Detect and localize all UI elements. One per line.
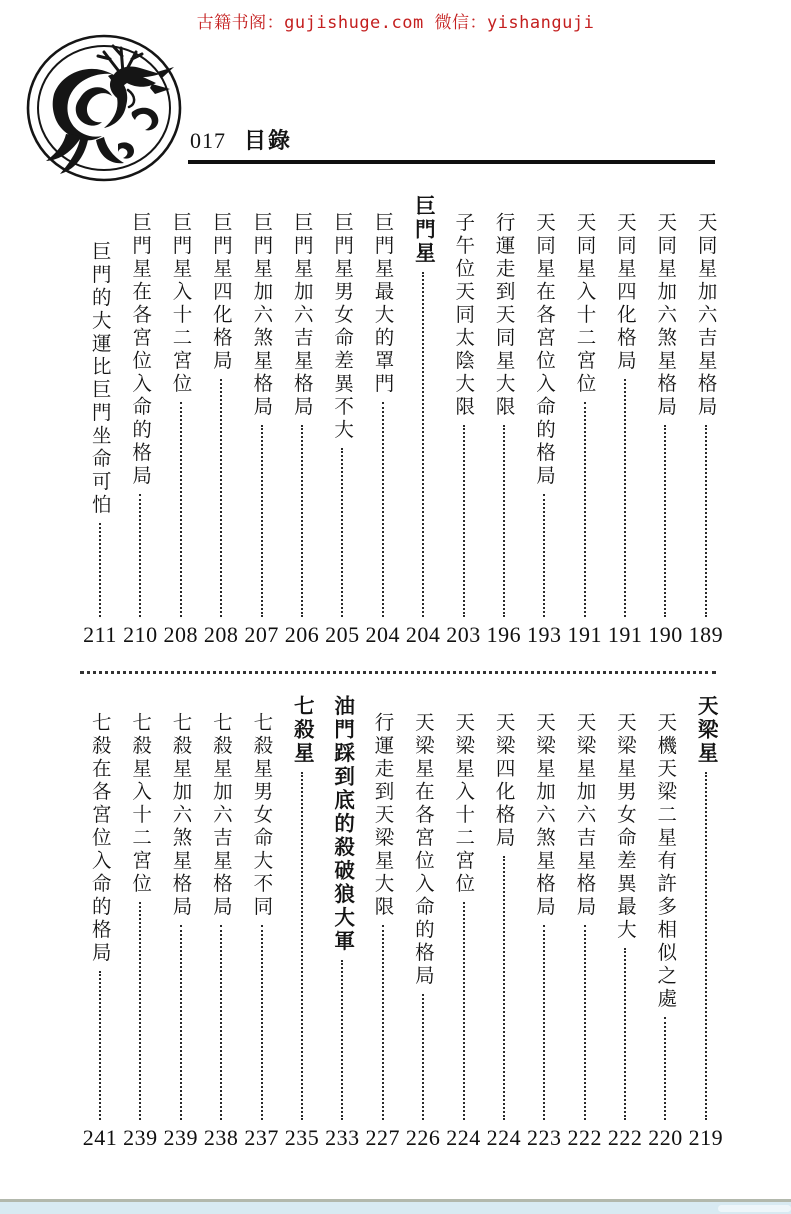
toc-entry-title: 天梁星加六煞星格局 — [533, 712, 557, 919]
toc-entry — [444, 195, 484, 648]
dotted-leader — [180, 402, 182, 617]
toc-entry — [201, 695, 241, 1152]
toc-entry — [565, 695, 605, 1152]
dotted-leader — [543, 925, 545, 1120]
toc-entry-title: 七殺在各宮位入命的格局 — [88, 712, 112, 965]
dotted-leader — [261, 425, 263, 617]
toc-entry-page: 220 — [648, 1125, 683, 1150]
dotted-leader — [503, 425, 505, 617]
dotted-leader — [543, 494, 545, 617]
toc-section-tiantong-jumen — [80, 195, 726, 648]
toc-entry-column — [686, 195, 726, 620]
dotted-leader — [341, 448, 343, 617]
dotted-leader — [463, 425, 465, 617]
page-header — [190, 124, 292, 155]
toc-entry — [686, 695, 726, 1152]
toc-entry-page: 206 — [284, 622, 320, 647]
toc-entry — [242, 695, 282, 1152]
toc-entry-title: 七殺星男女命大不同 — [250, 712, 274, 919]
dotted-leader — [301, 772, 303, 1121]
toc-entry-page: 207 — [244, 622, 279, 647]
toc-entry-title: 行運走到天同星大限 — [492, 212, 516, 419]
toc-entry — [161, 195, 201, 648]
toc-entry-page: 205 — [325, 622, 360, 647]
toc-entry-page: 204 — [365, 622, 400, 647]
toc-entry-title: 七殺星 — [290, 695, 315, 766]
toc-entry-page: 219 — [688, 1125, 724, 1150]
toc-entry-title: 七殺星加六煞星格局 — [169, 712, 193, 919]
toc-entry-column — [363, 695, 403, 1123]
dragon-seal-logo — [24, 32, 184, 184]
toc-entry-column — [161, 695, 201, 1123]
toc-entry-page: 193 — [527, 622, 562, 647]
header-rule — [188, 160, 715, 164]
toc-entry-column — [80, 695, 120, 1123]
toc-entry-title: 行運走到天梁星大限 — [371, 712, 395, 919]
dotted-leader — [624, 379, 626, 617]
dotted-leader — [180, 925, 182, 1120]
dotted-leader — [261, 925, 263, 1120]
toc-entry — [686, 195, 726, 648]
dotted-leader — [139, 494, 141, 617]
toc-entry-page: 226 — [405, 1125, 441, 1150]
toc-entry-title: 天同星加六吉星格局 — [694, 212, 718, 419]
toc-entry-column — [322, 695, 362, 1123]
dotted-leader — [422, 272, 424, 618]
toc-entry-title: 巨門星最大的罩門 — [371, 212, 395, 396]
dotted-leader — [382, 402, 384, 617]
toc-entry-column — [605, 695, 645, 1123]
toc-entry — [363, 695, 403, 1152]
toc-entry-page: 227 — [365, 1125, 400, 1150]
toc-entry — [403, 695, 443, 1152]
toc-entry — [645, 695, 685, 1152]
bottom-bar — [0, 1202, 791, 1214]
toc-entry — [524, 195, 564, 648]
toc-entry-title: 七殺星加六吉星格局 — [209, 712, 233, 919]
page-title: 目錄 — [244, 128, 293, 154]
toc-entry-column — [524, 695, 564, 1123]
toc-entry — [282, 695, 322, 1152]
toc-entry-page: 222 — [607, 1125, 643, 1150]
dragon-icon — [24, 32, 184, 184]
toc-entry-title: 油門踩到底的殺破狼大軍 — [330, 695, 355, 954]
toc-entry — [161, 695, 201, 1152]
toc-entry — [80, 695, 120, 1152]
toc-entry-title: 巨門星入十二宮位 — [169, 212, 193, 396]
dotted-leader — [99, 523, 101, 617]
toc-entry-column — [444, 695, 484, 1123]
section-separator — [80, 671, 716, 674]
toc-entry-page: 223 — [527, 1125, 562, 1150]
toc-entry-column — [686, 695, 726, 1123]
toc-entry-column — [161, 195, 201, 620]
toc-entry-title: 天同星四化格局 — [613, 212, 637, 373]
dotted-leader — [382, 925, 384, 1120]
toc-entry-title: 天同星加六煞星格局 — [654, 212, 678, 419]
dotted-leader — [503, 856, 505, 1120]
toc-entry-column — [403, 195, 443, 620]
site-watermark: 古籍书阁：gujishuge.com 微信：yishanguji — [196, 13, 595, 33]
toc-entry-page: 237 — [244, 1125, 279, 1150]
toc-entry-column — [282, 195, 322, 620]
toc-entry-page: 189 — [688, 622, 724, 647]
toc-entry-title: 子午位天同太陰大限 — [452, 212, 476, 419]
toc-entry — [80, 195, 120, 648]
dotted-leader — [301, 425, 303, 617]
toc-entry-column — [484, 695, 524, 1123]
toc-entry-column — [322, 195, 362, 620]
toc-entry-page: 208 — [163, 622, 199, 647]
toc-section-tianliang-qisha — [80, 695, 726, 1152]
toc-entry-title: 巨門星在各宮位入命的格局 — [129, 212, 153, 488]
toc-entry-title: 天機天梁二星有許多相似之處 — [654, 712, 678, 1011]
toc-entry-column — [201, 195, 241, 620]
toc-entry-column — [242, 695, 282, 1123]
toc-entry-title: 巨門星 — [411, 195, 436, 266]
toc-entry-column — [201, 695, 241, 1123]
dotted-leader — [220, 379, 222, 617]
toc-entry-page: 241 — [82, 1125, 118, 1150]
dotted-leader — [624, 948, 626, 1120]
toc-entry-title: 巨門的大運比巨門坐命可怕 — [88, 241, 112, 517]
toc-entry-page: 235 — [284, 1125, 320, 1150]
toc-entry-page: 190 — [648, 622, 683, 647]
toc-entry-page: 191 — [607, 622, 643, 647]
dotted-leader — [463, 902, 465, 1120]
toc-entry-column — [120, 695, 160, 1123]
toc-entry-title: 天同星入十二宮位 — [573, 212, 597, 396]
toc-entry-column — [484, 195, 524, 620]
toc-entry — [282, 195, 322, 648]
toc-entry-column — [565, 695, 605, 1123]
folio-number: 017 — [190, 128, 226, 153]
toc-entry — [120, 195, 160, 648]
toc-entry-page: 210 — [123, 622, 158, 647]
dotted-leader — [584, 402, 586, 617]
toc-entry-column — [444, 195, 484, 620]
toc-entry-column — [363, 195, 403, 620]
toc-entry-title: 天梁星入十二宮位 — [452, 712, 476, 896]
toc-entry — [605, 195, 645, 648]
toc-entry-column — [565, 195, 605, 620]
dotted-leader — [584, 925, 586, 1120]
toc-entry-page: 224 — [446, 1125, 481, 1150]
toc-entry-title: 巨門星加六煞星格局 — [250, 212, 274, 419]
dotted-leader — [341, 960, 343, 1121]
dotted-leader — [139, 902, 141, 1120]
toc-entry-page: 238 — [203, 1125, 239, 1150]
dotted-leader — [664, 425, 666, 617]
toc-entry-title: 天梁四化格局 — [492, 712, 516, 850]
toc-entry-page: 211 — [83, 622, 117, 647]
toc-entry — [120, 695, 160, 1152]
toc-entry-column — [645, 195, 685, 620]
toc-entry — [484, 195, 524, 648]
toc-entry — [242, 195, 282, 648]
toc-entry — [322, 195, 362, 648]
toc-entry-title: 天梁星在各宮位入命的格局 — [411, 712, 435, 988]
toc-entry-column — [403, 695, 443, 1123]
dotted-leader — [705, 425, 707, 617]
dotted-leader — [705, 772, 707, 1121]
dotted-leader — [99, 971, 101, 1120]
dotted-leader — [664, 1017, 666, 1120]
toc-entry — [403, 195, 443, 648]
toc-entry-page: 233 — [325, 1125, 360, 1150]
toc-entry-column — [524, 195, 564, 620]
toc-entry — [484, 695, 524, 1152]
toc-entry-title: 天梁星 — [694, 695, 719, 766]
toc-entry-column — [605, 195, 645, 620]
toc-entry-page: 239 — [123, 1125, 158, 1150]
toc-entry-page: 203 — [446, 622, 481, 647]
toc-entry — [524, 695, 564, 1152]
toc-entry-page: 204 — [405, 622, 441, 647]
toc-entry-column — [242, 195, 282, 620]
toc-entry-title: 七殺星入十二宮位 — [129, 712, 153, 896]
toc-entry-title: 天梁星加六吉星格局 — [573, 712, 597, 919]
toc-entry — [201, 195, 241, 648]
toc-entry — [565, 195, 605, 648]
toc-entry — [605, 695, 645, 1152]
toc-entry-page: 191 — [567, 622, 602, 647]
toc-entry-page: 196 — [486, 622, 522, 647]
scrollbar-thumb[interactable] — [718, 1205, 791, 1212]
toc-entry-column — [120, 195, 160, 620]
toc-entry-title: 巨門星男女命差異不大 — [331, 212, 355, 442]
toc-entry-column — [645, 695, 685, 1123]
toc-entry — [645, 195, 685, 648]
toc-entry-title: 巨門星四化格局 — [209, 212, 233, 373]
toc-entry-page: 224 — [486, 1125, 522, 1150]
toc-entry — [363, 195, 403, 648]
toc-entry-page: 208 — [203, 622, 239, 647]
toc-entry-page: 222 — [567, 1125, 602, 1150]
toc-entry-page: 239 — [163, 1125, 199, 1150]
toc-entry-column — [282, 695, 322, 1123]
toc-entry-title: 巨門星加六吉星格局 — [290, 212, 314, 419]
dotted-leader — [220, 925, 222, 1120]
toc-entry-column — [80, 195, 120, 620]
toc-entry-title: 天同星在各宮位入命的格局 — [533, 212, 557, 488]
toc-entry-title: 天梁星男女命差異最大 — [613, 712, 637, 942]
toc-entry — [444, 695, 484, 1152]
dotted-leader — [422, 994, 424, 1120]
toc-entry — [322, 695, 362, 1152]
